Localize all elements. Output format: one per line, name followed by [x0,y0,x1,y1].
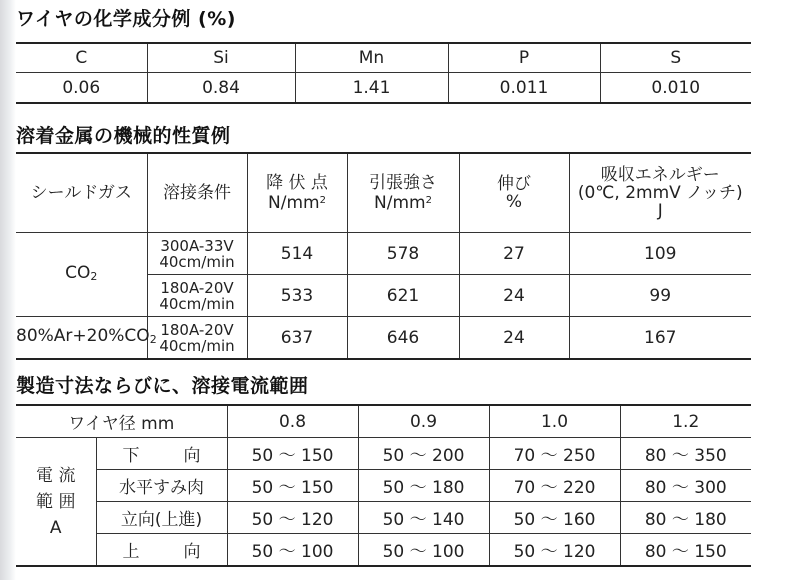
mech-elong: 27 [459,233,569,275]
mech-header-yield [247,153,347,233]
mech-row [16,317,751,360]
chem-value-s: 0.010 [600,73,751,104]
mech-cond [147,275,247,317]
mech-header-impact-l1: 吸収エネルギー [600,165,720,185]
mech-header-row [16,153,751,233]
chem-header-si: Si [147,43,295,73]
mech-header-cond: 溶接条件 [147,153,247,233]
tensile-unit-text: N/mm [374,193,426,213]
mech-header-yield-l1: 降 伏 点 [266,173,328,193]
mech-header-gas: シールドガス [16,153,147,233]
size-header-diameter: 0.9 [358,405,489,438]
mech-impact: 109 [569,233,751,275]
cond-l1: 300A-33V [160,236,234,255]
current-range-cell: 80 〜 180 [620,502,751,534]
current-range-cell: 70 〜 250 [489,438,620,470]
chem-header-p: P [448,43,600,73]
position-overhead [96,534,227,567]
size-row [16,534,751,567]
mech-header-elong [459,153,569,233]
pos-overhead-b: 向 [183,542,201,562]
mech-yield: 514 [247,233,347,275]
size-row [16,438,751,470]
mech-header-tensile-unit [348,192,459,212]
current-range-cell: 80 〜 350 [620,438,751,470]
cond-l2: 40cm/min [159,336,235,355]
current-range-cell: 50 〜 180 [358,470,489,502]
chem-header-row [16,43,751,73]
pos-flat-b: 向 [183,446,201,466]
tensile-unit-sup: 2 [425,195,432,206]
mech-header-elong-l1: 伸び [497,174,531,194]
mech-title: 溶着金属の機械的性質例 [16,125,231,147]
mech-elong: 24 [459,317,569,360]
current-range-cell: 50 〜 160 [489,502,620,534]
chem-header-s: S [600,43,751,73]
mech-impact: 167 [569,317,751,360]
current-range-cell: 50 〜 100 [358,534,489,567]
cond-l1: 180A-20V [160,278,234,297]
current-range-cell: 50 〜 120 [489,534,620,567]
chem-table [16,42,751,104]
cond-l1: 180A-20V [160,320,234,339]
chem-header-mn: Mn [295,43,448,73]
mech-tensile: 578 [347,233,459,275]
mech-impact: 99 [569,275,751,317]
mech-header-tensile-l1: 引張強さ [369,173,437,193]
cond-l2: 40cm/min [159,252,235,271]
chem-value-row [16,73,751,104]
mech-header-impact [569,153,751,233]
gas-co2-text: CO [65,262,91,283]
mech-elong: 24 [459,275,569,317]
mech-yield: 533 [247,275,347,317]
gas-mix-sub: 2 [149,332,157,346]
current-range-l3: A [49,517,62,538]
mech-header-impact-l3: J [657,201,663,221]
cond-l2: 40cm/min [159,294,235,313]
mech-cond [147,233,247,275]
current-range-label [16,438,96,567]
mech-table [16,152,751,360]
mech-tensile: 621 [347,275,459,317]
current-range-cell: 50 〜 150 [227,438,358,470]
mech-header-elong-l2: % [505,192,523,212]
current-range-cell: 70 〜 220 [489,470,620,502]
yield-unit-sup: 2 [319,195,326,206]
mech-header-yield-unit [248,192,347,212]
size-header-diameter: 0.8 [227,405,358,438]
size-header-label: ワイヤ径 mm [16,405,227,438]
position-flat [96,438,227,470]
pos-overhead-a: 上 [122,542,140,562]
size-row [16,502,751,534]
position-horizontal-fillet: 水平すみ肉 [96,470,227,502]
mech-row [16,233,751,275]
current-range-cell: 80 〜 300 [620,470,751,502]
mech-yield: 637 [247,317,347,360]
current-range-cell: 50 〜 150 [227,470,358,502]
gas-co2-sub: 2 [90,269,98,283]
chem-value-p: 0.011 [448,73,600,104]
current-range-cell: 50 〜 120 [227,502,358,534]
current-range-cell: 50 〜 200 [358,438,489,470]
current-range-l2: 範 囲 [36,491,76,512]
size-header-diameter: 1.0 [489,405,620,438]
position-vertical-up: 立向(上進) [96,502,227,534]
page-edge-shade [0,0,16,580]
size-title: 製造寸法ならびに、溶接電流範囲 [16,375,309,397]
mech-header-tensile [347,153,459,233]
size-header-diameter: 1.2 [620,405,751,438]
current-range-cell: 50 〜 100 [227,534,358,567]
chem-value-mn: 1.41 [295,73,448,104]
current-range-l1: 電 流 [36,465,76,486]
yield-unit-text: N/mm [268,193,320,213]
mech-header-impact-l2: (0℃, 2mmV ノッチ) [577,183,743,203]
pos-flat-a: 下 [122,446,140,466]
size-header-row [16,405,751,438]
mech-cond [147,317,247,360]
gas-mix-text: 80%Ar+20%CO [16,325,150,346]
chem-title: ワイヤの化学成分例 (%) [16,8,236,30]
mech-gas-mix [16,317,157,360]
mech-tensile: 646 [347,317,459,360]
current-range-cell: 50 〜 140 [358,502,489,534]
chem-value-si: 0.84 [147,73,295,104]
chem-value-c: 0.06 [62,77,101,98]
mech-gas-co2 [16,233,147,317]
size-table [16,404,751,567]
current-range-cell: 80 〜 150 [620,534,751,567]
size-row [16,470,751,502]
chem-header-c: C [16,43,147,73]
